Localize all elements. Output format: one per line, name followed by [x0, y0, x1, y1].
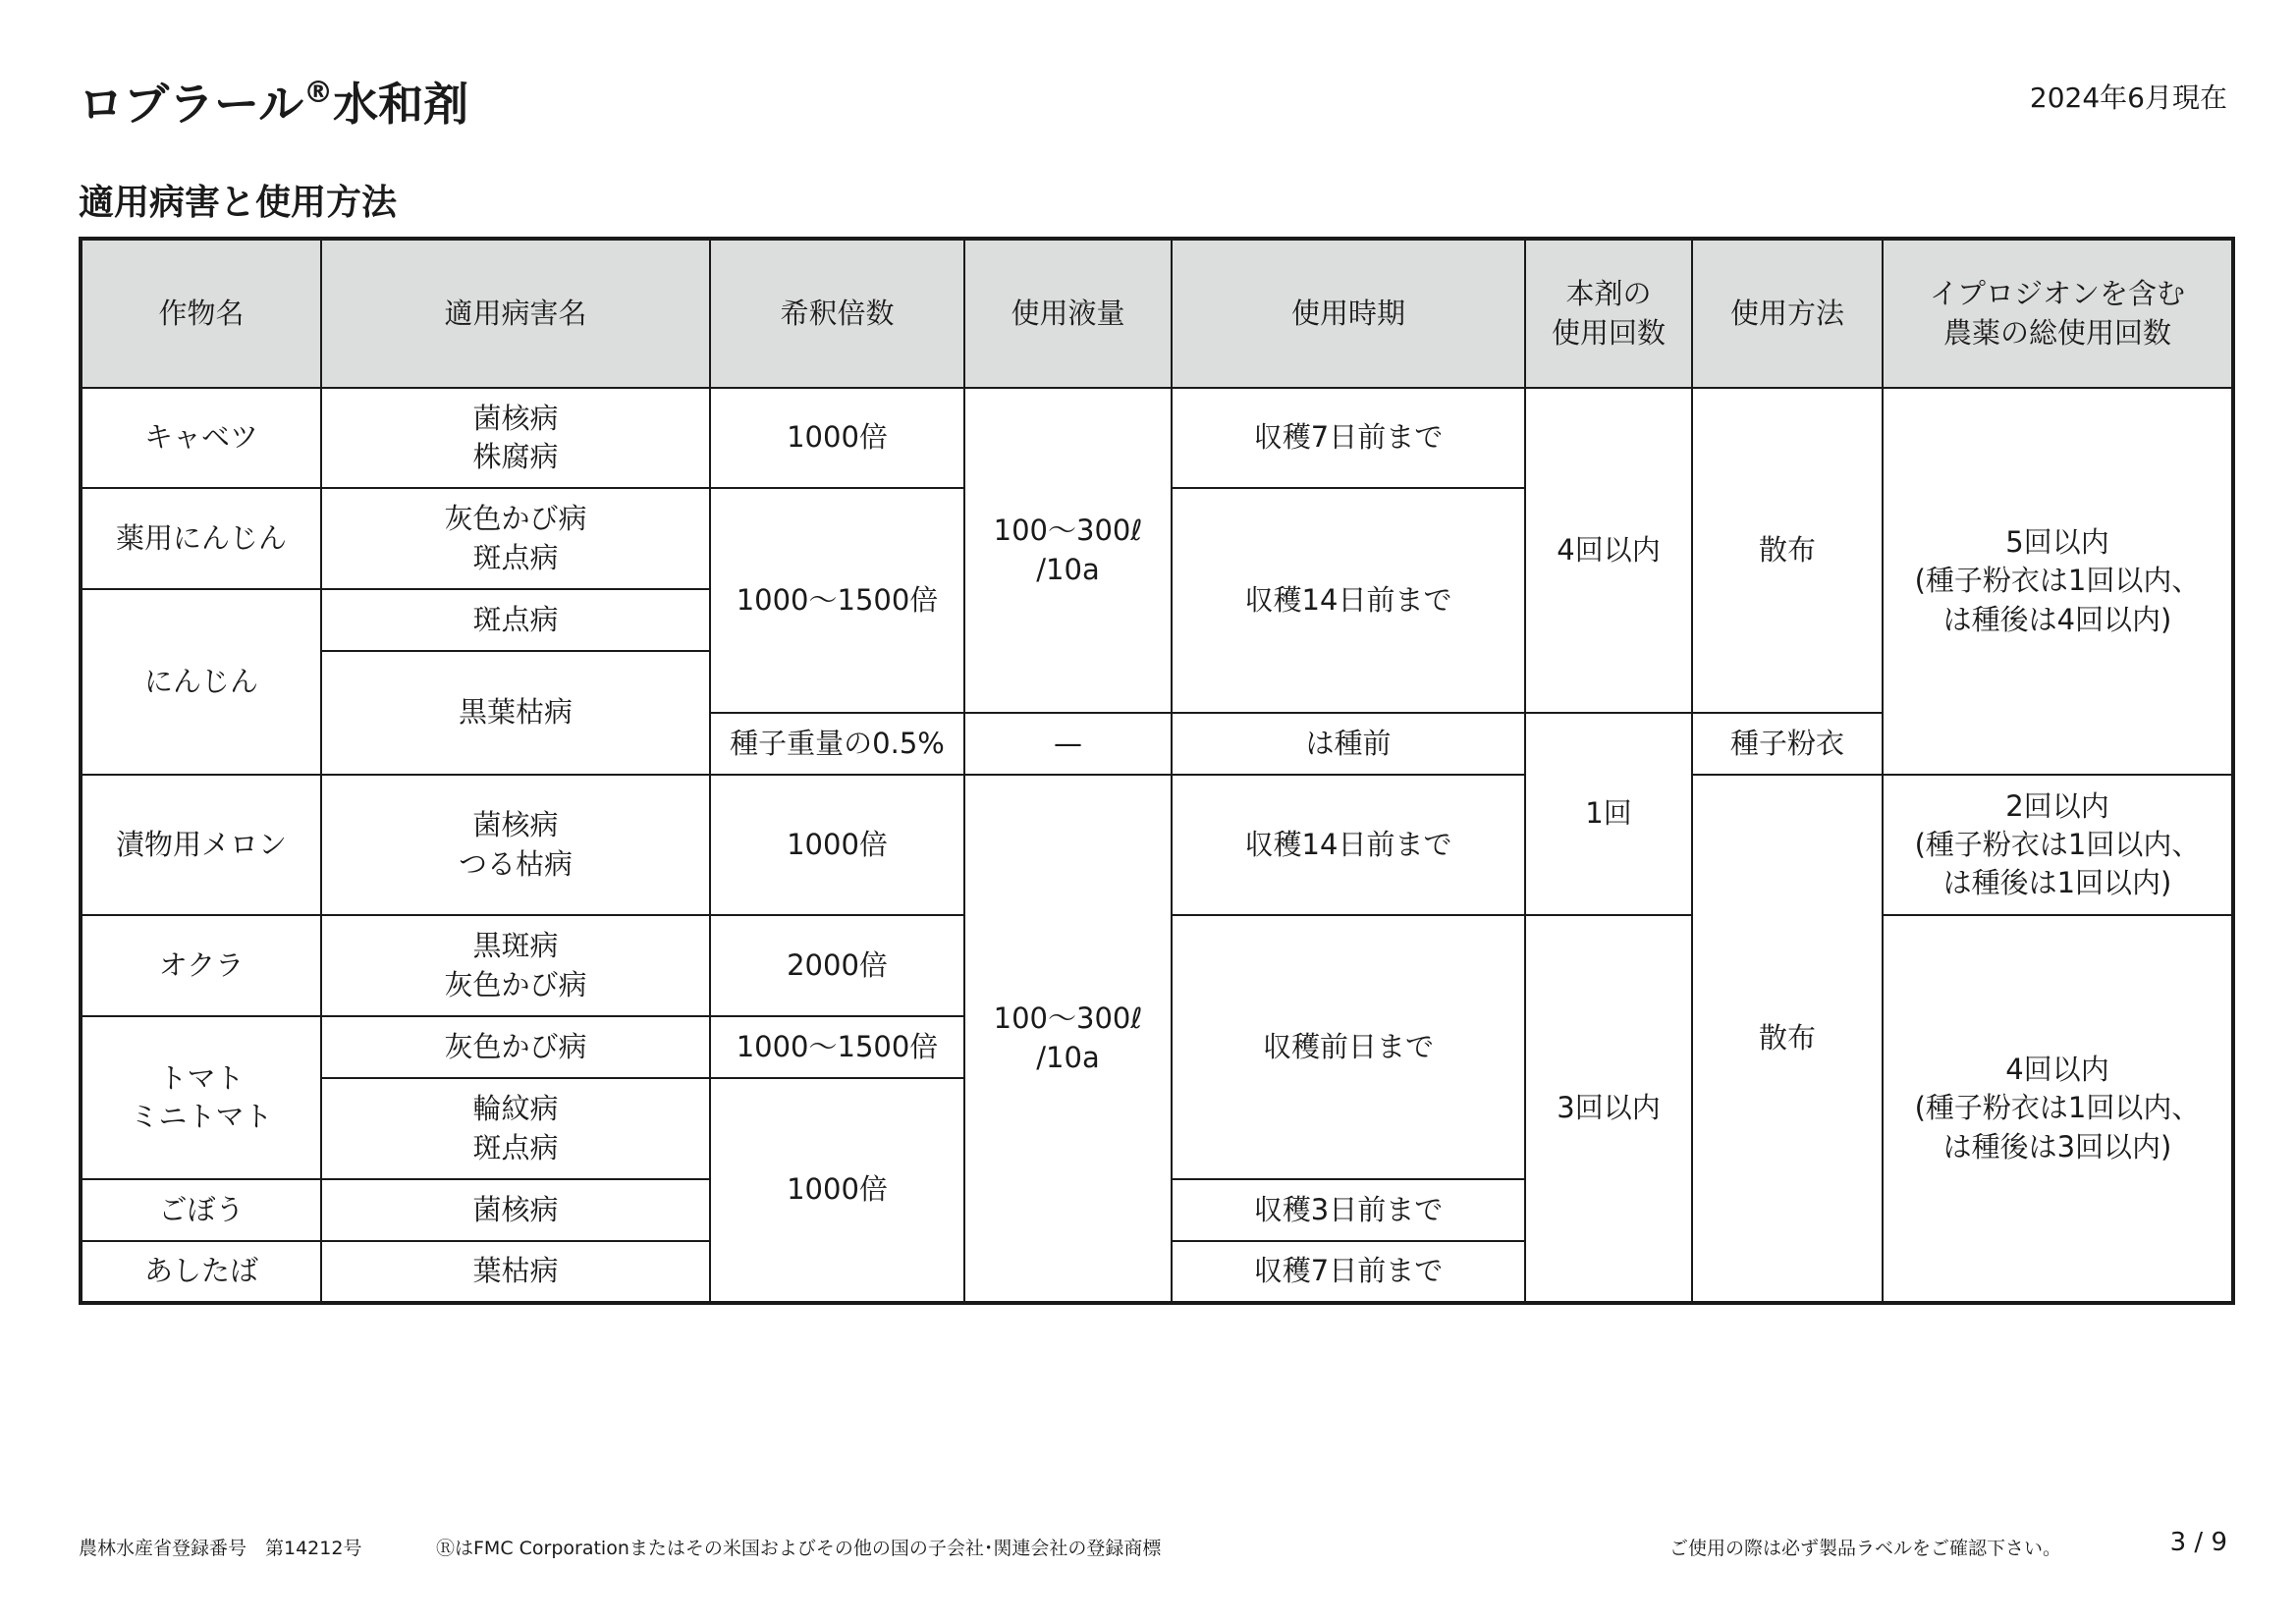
method-cell: 種子粉衣	[1692, 713, 1883, 775]
dilution-cell: 種子重量の0.5%	[710, 713, 964, 775]
disease-cell: 灰色かび病	[321, 1016, 710, 1078]
as-of-date: 2024年6月現在	[2029, 81, 2227, 114]
timing-cell: 収穫14日前まで	[1172, 775, 1525, 915]
disease-cell: 黒葉枯病	[321, 651, 710, 775]
page-number: 3 / 9	[2169, 1528, 2227, 1557]
disease-cell: 菌核病 株腐病	[321, 388, 710, 488]
total-count-cell: 4回以内 (種子粉衣は1回以内、 は種後は3回以内)	[1883, 915, 2233, 1303]
registration-number: 農林水産省登録番号 第14212号	[79, 1538, 362, 1559]
disease-cell: 輪紋病 斑点病	[321, 1078, 710, 1179]
total-count-cell: 2回以内 (種子粉衣は1回以内、 は種後は1回以内)	[1883, 775, 2233, 915]
timing-cell: 収穫3日前まで	[1172, 1179, 1525, 1241]
usage-table	[79, 237, 2235, 1305]
method-cell: 散布	[1692, 775, 1883, 1303]
disease-cell: 灰色かび病 斑点病	[321, 488, 710, 589]
dilution-cell: 1000～1500倍	[710, 1016, 964, 1078]
header-timing: 使用時期	[1172, 239, 1525, 388]
dilution-cell: 1000～1500倍	[710, 488, 964, 713]
header-crop: 作物名	[81, 239, 321, 388]
dilution-cell: 2000倍	[710, 915, 964, 1016]
crop-cell: 薬用にんじん	[81, 488, 321, 589]
use-count-cell: 3回以内	[1525, 915, 1692, 1303]
header-volume: 使用液量	[964, 239, 1172, 388]
crop-cell: にんじん	[81, 589, 321, 775]
crop-cell: キャベツ	[81, 388, 321, 488]
disease-cell: 黒斑病 灰色かび病	[321, 915, 710, 1016]
disease-cell: 葉枯病	[321, 1241, 710, 1303]
header-disease: 適用病害名	[321, 239, 710, 388]
table-row	[81, 775, 2233, 915]
disease-cell: 菌核病 つる枯病	[321, 775, 710, 915]
section-heading: 適用病害と使用方法	[79, 183, 398, 223]
timing-cell: 収穫7日前まで	[1172, 388, 1525, 488]
table-row	[81, 388, 2233, 488]
dilution-cell: 1000倍	[710, 1078, 964, 1303]
timing-cell: 収穫7日前まで	[1172, 1241, 1525, 1303]
page-title	[79, 69, 468, 134]
dilution-cell: 1000倍	[710, 775, 964, 915]
total-count-cell: 5回以内 (種子粉衣は1回以内、 は種後は4回以内)	[1883, 388, 2233, 775]
volume-cell: 100～300ℓ /10a	[964, 388, 1172, 713]
timing-cell: は種前	[1172, 713, 1525, 775]
crop-cell: トマト ミニトマト	[81, 1016, 321, 1179]
title-main: ロブラール	[79, 78, 304, 131]
registered-mark: ®	[303, 76, 334, 110]
label-notice: ご使用の際は必ず製品ラベルをご確認下さい。	[1669, 1538, 2062, 1559]
method-cell: 散布	[1692, 388, 1883, 713]
header-method: 使用方法	[1692, 239, 1883, 388]
crop-cell: オクラ	[81, 915, 321, 1016]
crop-cell: あしたば	[81, 1241, 321, 1303]
title-suffix: 水和剤	[333, 78, 469, 131]
crop-cell: ごぼう	[81, 1179, 321, 1241]
dilution-cell: 1000倍	[710, 388, 964, 488]
volume-cell: —	[964, 713, 1172, 775]
disease-cell: 菌核病	[321, 1179, 710, 1241]
trademark-notice: ⓇはFMC Corporationまたはその米国およびその他の国の子会社･関連会社の登録商標	[436, 1538, 1162, 1559]
header-row	[81, 239, 2233, 388]
header-total-count: イプロジオンを含む 農薬の総使用回数	[1883, 239, 2233, 388]
timing-cell: 収穫前日まで	[1172, 915, 1525, 1179]
disease-cell: 斑点病	[321, 589, 710, 651]
header-dilution: 希釈倍数	[710, 239, 964, 388]
use-count-cell: 1回	[1525, 713, 1692, 915]
crop-cell: 漬物用メロン	[81, 775, 321, 915]
use-count-cell: 4回以内	[1525, 388, 1692, 713]
timing-cell: 収穫14日前まで	[1172, 488, 1525, 713]
header-use-count: 本剤の 使用回数	[1525, 239, 1692, 388]
volume-cell: 100～300ℓ /10a	[964, 775, 1172, 1303]
